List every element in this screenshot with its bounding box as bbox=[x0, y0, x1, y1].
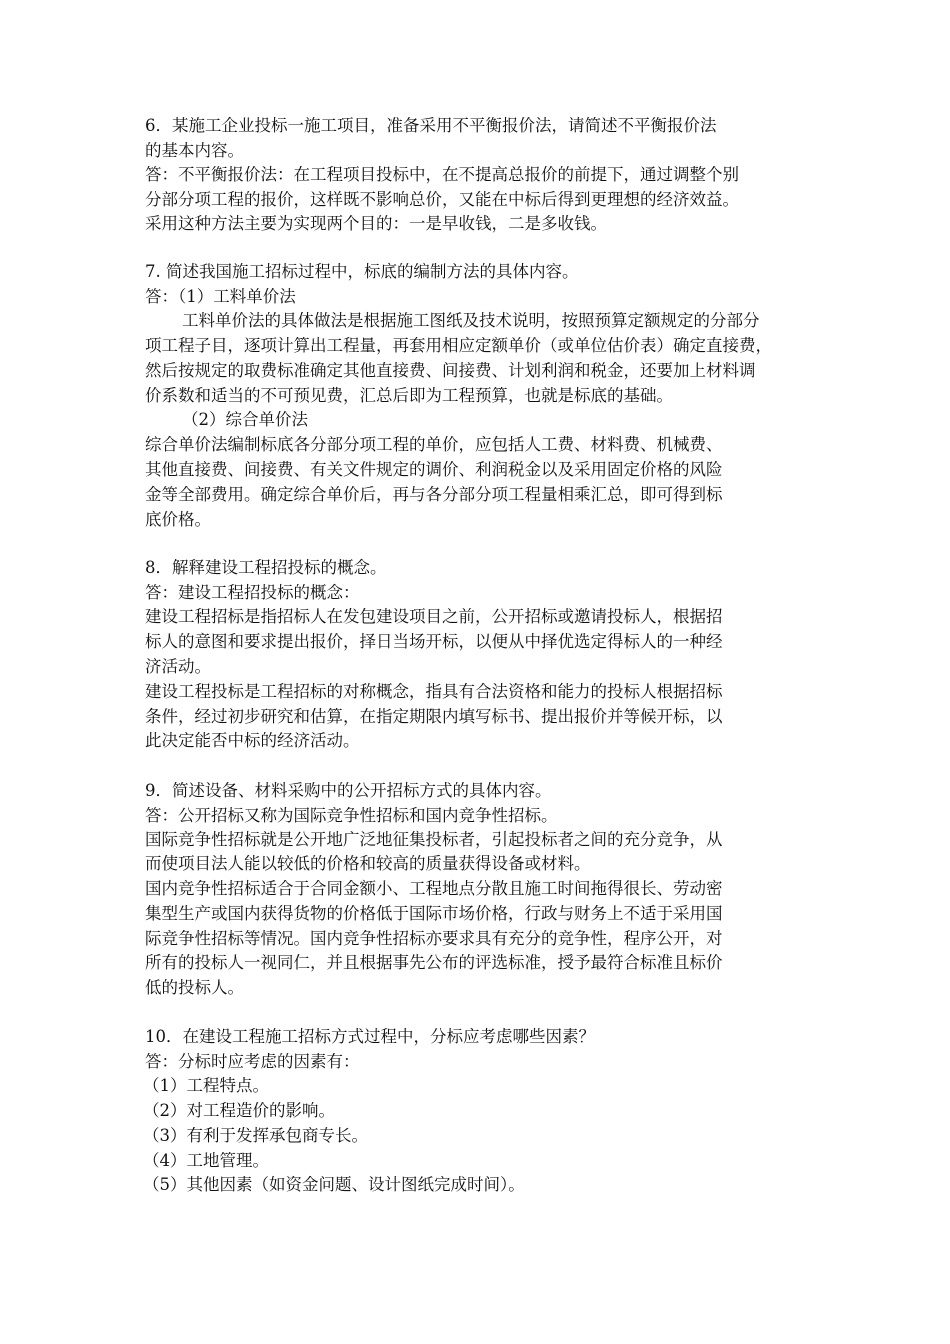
question-10-item: （2）对工程造价的影响。 bbox=[143, 1101, 335, 1120]
question-10-answer-head: 答：分标时应考虑的因素有： bbox=[145, 1052, 360, 1071]
question-8-para2-line-3: 此决定能否中标的经济活动。 bbox=[145, 731, 360, 750]
question-6-title-line-1: 6．某施工企业投标一施工项目，准备采用不平衡报价法，请简述不平衡报价法 bbox=[145, 116, 717, 135]
question-8-para2-line-2: 条件，经过初步研究和估算，在指定期限内填写标书、提出报价并等候开标，以 bbox=[145, 707, 723, 726]
question-9-para1-line-2: 而使项目法人能以较低的价格和较高的质量获得设备或材料。 bbox=[145, 854, 591, 873]
question-10-item: （4）工地管理。 bbox=[143, 1151, 269, 1170]
question-8-answer-head: 答：建设工程招投标的概念： bbox=[145, 583, 360, 602]
question-9-title: 9．简述设备、材料采购中的公开招标方式的具体内容。 bbox=[145, 781, 552, 800]
question-7-method2-line-1: 综合单价法编制标底各分部分项工程的单价，应包括人工费、材料费、机械费、 bbox=[145, 435, 723, 454]
question-8-para1-line-2: 标人的意图和要求提出报价，择日当场开标，以便从中择优选定得标人的一种经 bbox=[145, 632, 723, 651]
question-9-para1-line-1: 国际竞争性招标就是公开地广泛地征集投标者，引起投标者之间的充分竞争，从 bbox=[145, 830, 723, 849]
question-7-title: 7. 简述我国施工招标过程中，标底的编制方法的具体内容。 bbox=[145, 262, 579, 281]
question-9-answer-head: 答：公开招标又称为国际竞争性招标和国内竞争性招标。 bbox=[145, 806, 558, 825]
question-7-method2-line-4: 底价格。 bbox=[145, 510, 211, 529]
question-8-para1-line-3: 济活动。 bbox=[145, 657, 211, 676]
question-7-method2-head: （2）综合单价法 bbox=[182, 410, 308, 429]
question-7-method1-line-2: 项工程子目，逐项计算出工程量，再套用相应定额单价（或单位估价表）确定直接费， bbox=[145, 336, 772, 355]
question-10-item: （5）其他因素（如资金问题、设计图纸完成时间）。 bbox=[143, 1175, 525, 1194]
question-8-title: 8．解释建设工程招投标的概念。 bbox=[145, 558, 387, 577]
question-7-method1-line-4: 价系数和适当的不可预见费，汇总后即为工程预算，也就是标底的基础。 bbox=[145, 386, 673, 405]
question-9-para2-line-1: 国内竞争性招标适合于合同金额小、工程地点分散且施工时间拖得很长、劳动密 bbox=[145, 879, 723, 898]
question-6-answer-line-3: 采用这种方法主要为实现两个目的：一是早收钱，二是多收钱。 bbox=[145, 214, 607, 233]
question-6-answer-line-1: 答：不平衡报价法：在工程项目投标中，在不提高总报价的前提下，通过调整个别 bbox=[145, 165, 739, 184]
question-9-para2-line-4: 所有的投标人一视同仁，并且根据事先公布的评选标准，授予最符合标准且标价 bbox=[145, 953, 723, 972]
question-7-method2-line-2: 其他直接费、间接费、有关文件规定的调价、利润税金以及采用固定价格的风险 bbox=[145, 460, 723, 479]
question-10-item: （1）工程特点。 bbox=[143, 1076, 269, 1095]
question-6-title-line-2: 的基本内容。 bbox=[145, 141, 244, 160]
question-7-method1-line-1: 工料单价法的具体做法是根据施工图纸及技术说明，按照预算定额规定的分部分 bbox=[182, 311, 760, 330]
question-8-para2-line-1: 建设工程投标是工程招标的对称概念，指具有合法资格和能力的投标人根据招标 bbox=[145, 682, 723, 701]
question-9-para2-line-3: 际竞争性招标等情况。国内竞争性招标亦要求具有充分的竞争性，程序公开，对 bbox=[145, 929, 723, 948]
question-9-para2-line-5: 低的投标人。 bbox=[145, 978, 244, 997]
question-10-item: （3）有利于发挥承包商专长。 bbox=[143, 1126, 368, 1145]
question-7-method1-line-3: 然后按规定的取费标准确定其他直接费、间接费、计划利润和税金，还要加上材料调 bbox=[145, 361, 756, 380]
question-10-title: 10．在建设工程施工招标方式过程中，分标应考虑哪些因素？ bbox=[145, 1027, 595, 1046]
question-6-answer-line-2: 分部分项工程的报价，这样既不影响总价，又能在中标后得到更理想的经济效益。 bbox=[145, 190, 739, 209]
question-8-para1-line-1: 建设工程招标是指招标人在发包建设项目之前，公开招标或邀请投标人，根据招 bbox=[145, 607, 723, 626]
question-9-para2-line-2: 集型生产或国内获得货物的价格低于国际市场价格，行政与财务上不适于采用国 bbox=[145, 904, 723, 923]
question-7-answer-head: 答：（1）工料单价法 bbox=[145, 287, 296, 306]
question-7-method2-line-3: 金等全部费用。确定综合单价后，再与各分部分项工程量相乘汇总，即可得到标 bbox=[145, 485, 723, 504]
